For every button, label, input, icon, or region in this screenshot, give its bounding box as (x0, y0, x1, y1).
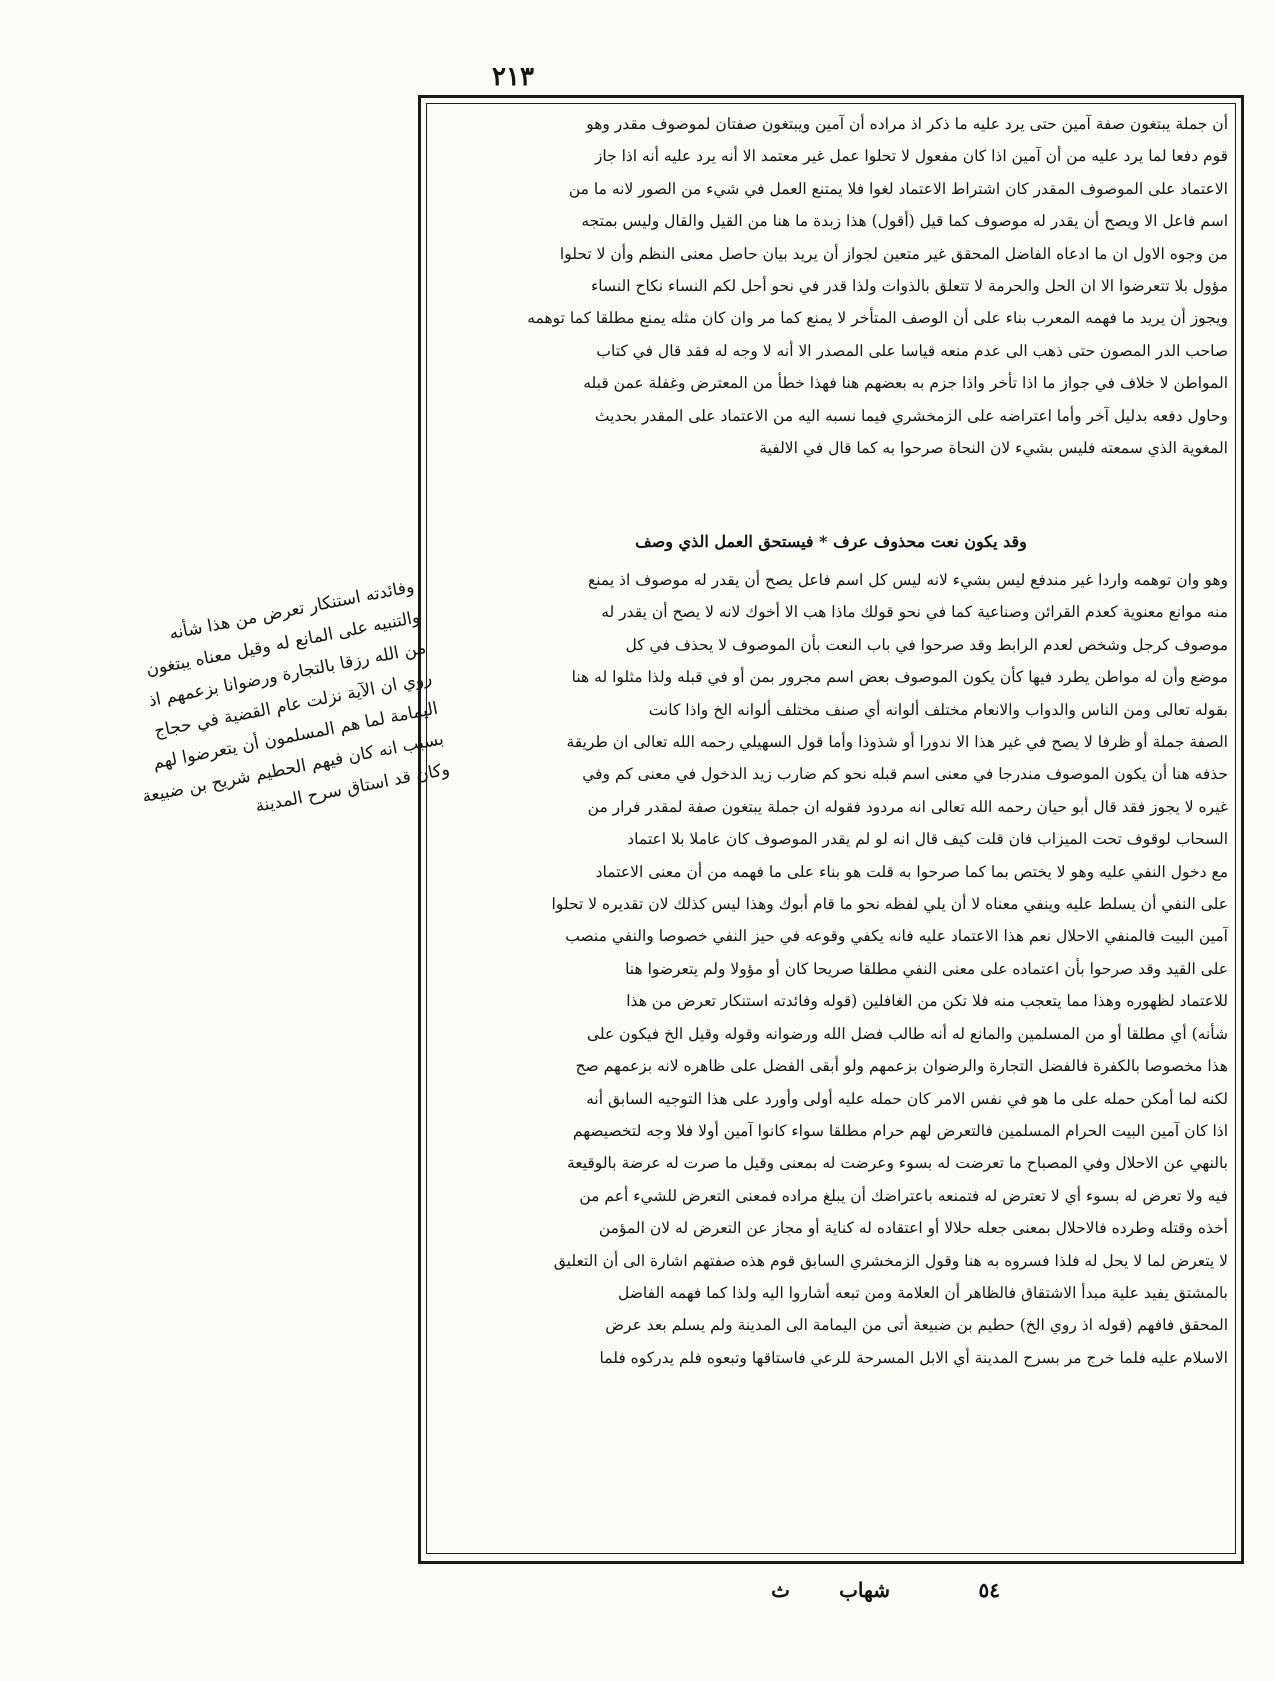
signature-number: ٥٤ (978, 1578, 1000, 1602)
margin-commentary: وفائدته استنكار تعرض من هذا شأنه والتنبيه على المانع له وقيل معناه يبتغون من الله رزقا بالتجارة ورضوانا بزعمهم اذ روي ان الآية نزلت عام القضية في حجاج اليمامة لما هم المسلمون أن يتعرضوا لهم بسبب انه كان فيهم الحطيم شريح بن ضبيعة وكان قد استاق سرح المدينة (140, 576, 452, 817)
verse-line: وقد يكون نعت محذوف عرف * فيستحق العمل الذي وصف (635, 532, 1027, 551)
signature-letter: ث (771, 1578, 790, 1602)
main-text-bottom: وهو وان توهمه واردا غير مندفع ليس بشيء لانه ليس كل اسم فاعل يصح أن يقدر له موصوف اذ يمنع منه موانع معنوية كعدم القرائن وصناعية كما في نحو قولك ماذا هب الا أخوك لانه لا يصح أن يقدر له موصوف كرجل وشخص لعدم الرابط وقد صرحوا في باب النعت بأن الموصوف لا يحذف في كل موضع وأن له مواطن يطرد فيها كأن يكون الموصوف بعض اسم مجرور بمن أو في قبله ولذا مثلوا له هنا بقوله تعالى ومن الناس والدواب والانعام مختلف ألوانه أي صنف مختلف ألوانه الخ واذا كانت الصفة جملة أو ظرفا لا يصح في غير هذا الا ندورا أو شذوذا وأما قول السهيلي رحمه الله تعالى ان طريقة حذفه هنا أن يكون الموصوف مندرجا في معنى اسم قبله نحو كم ضارب زيد الدخول في معنى كم وفي غيره لا يجوز فقد قال أبو حيان رحمه الله تعالى انه مردود فقوله ان جملة يبتغون صفة لمقدر فرار من السحاب لوقوف تحت الميزاب فان قلت كيف قال انه لو لم يقدر الموصوف كان عاملا بلا اعتماد مع دخول النفي عليه وهو لا يختص بما كما صرحوا به قلت هو بناء على ما فهمه من أن معنى الاعتماد على النفي أن يسلط عليه وينفي معناه لا أن يلي لفظه نحو ما قام أبوك وهذا ليس كذلك لان تقديره لا تحلوا آمين البيت فالمنفي الاحلال نعم هذا الاعتماد عليه فانه يكفي وقوعه في حيز النفي خصوصا والنفي منصب على القيد وقد صرحوا بأن اعتماده على معنى النفي مطلقا صريحا كان أو مؤولا ولم يتعرضوا هنا للاعتماد لظهوره وهذا مما يتعجب منه فلا تكن من الغافلين (قوله وفائدته استنكار تعرض من هذا شأنه) أي مطلقا أو من المسلمين والمانع له أنه طالب فضل الله ورضوانه وقوله وقيل الخ فيكون على هذا مخصوصا بالكفرة فالفضل التجارة والرضوان بزعمهم ولو أبقى الفضل على ظاهره لانه بزعمهم صح لكنه لما أمكن حمله على ما هو في نفس الامر كان حمله عليه أولى وأورد على هذا التوجيه السابق أنه اذا كان آمين البيت الحرام المسلمين فالتعرض لهم حرام مطلقا سواء كانوا آمين أولا فلا وجه لتخصيصهم بالنهي عن الاحلال وفي المصباح ما تعرضت له بسوء وعرضت له بمعنى وقيل ما صرت له عرضة بالوقيعة فيه ولا تعرض له بسوء أي لا تعترض له فتمنعه باعتراضك أن يبلغ مراده فمعنى التعرض للشيء أعم من أخذه وقتله وطرده فالاحلال بمعنى جعله حلالا أو اعتقاده له كناية أو مجاز عن التعرض له لان المؤمن لا يتعرض لما لا يحل له فلذا فسروه به هنا وقول الزمخشري السابق قوم هذه صفتهم اشارة الى أن التعليق بالمشتق يفيد علية مبدأ الاشتقاق فالظاهر أن العلامة ومن تبعه أشاروا اليه ولذا كما فهمه الفاضل المحقق فافهم (قوله اذ روي الخ) حطيم بن ضبيعة أتى من اليمامة الى المدينة ولم يسلم بعد عرض الاسلام عليه فلما خرج مر بسرح المدينة أي الابل المسرحة للرعي فاستاقها وتبعوه فلم يدركوه فلما (551, 571, 1228, 1367)
signature-word: شهاب (839, 1578, 890, 1602)
main-text-top: أن جملة يبتغون صفة آمين حتى يرد عليه ما ذكر اذ مراده أن آمين ويبتغون صفتان لموصوف مقدر وهو قوم دفعا لما يرد عليه من أن آمين اذا كان مفعول لا تحلوا عمل غير معتمد الا أنه يرد عليه أنه اذا جاز الاعتماد على الموصوف المقدر كان اشتراط الاعتماد لغوا فلا يمتنع العمل في شيء من الصور لانه ما من اسم فاعل الا ويصح أن يقدر له موصوف كما قيل (أقول) هذا زبدة ما هنا من القيل والقال وليس بمتجه من وجوه الاول ان ما ادعاه الفاضل المحقق غير متعين لجواز أن يريد بيان حاصل معنى النظم وأن لا تحلوا مؤول بلا تتعرضوا الا ان الحل والحرمة لا تتعلق بالذوات ولذا قدر في نحو أحل لكم النساء نكاح النساء ويجوز أن يريد ما فهمه المعرب بناء على أن الوصف المتأخر لا يمنع كما مر وان كان مثله يمنع مطلقا كما توهمه صاحب الدر المصون حتى ذهب الى عدم منعه قياسا على المصدر الا أنه لا وجه له فقد قال في كتاب المواطن لا خلاف في جواز ما اذا تأخر واذا جزم به بعضهم هنا فهذا خطأ من المعترض وغفلة عمن قبله وحاول دفعه بدليل آخر وأما اعتراضه على الزمخشري فيما نسبه اليه من الاعتماد على المقدر بحديث المغوية الذي سمعته فليس بشيء لان النحاة صرحوا به كما قال في الالفية (527, 115, 1228, 458)
footer-signature (640, 1578, 1000, 1618)
page-number: ٢١٣ (492, 62, 534, 92)
